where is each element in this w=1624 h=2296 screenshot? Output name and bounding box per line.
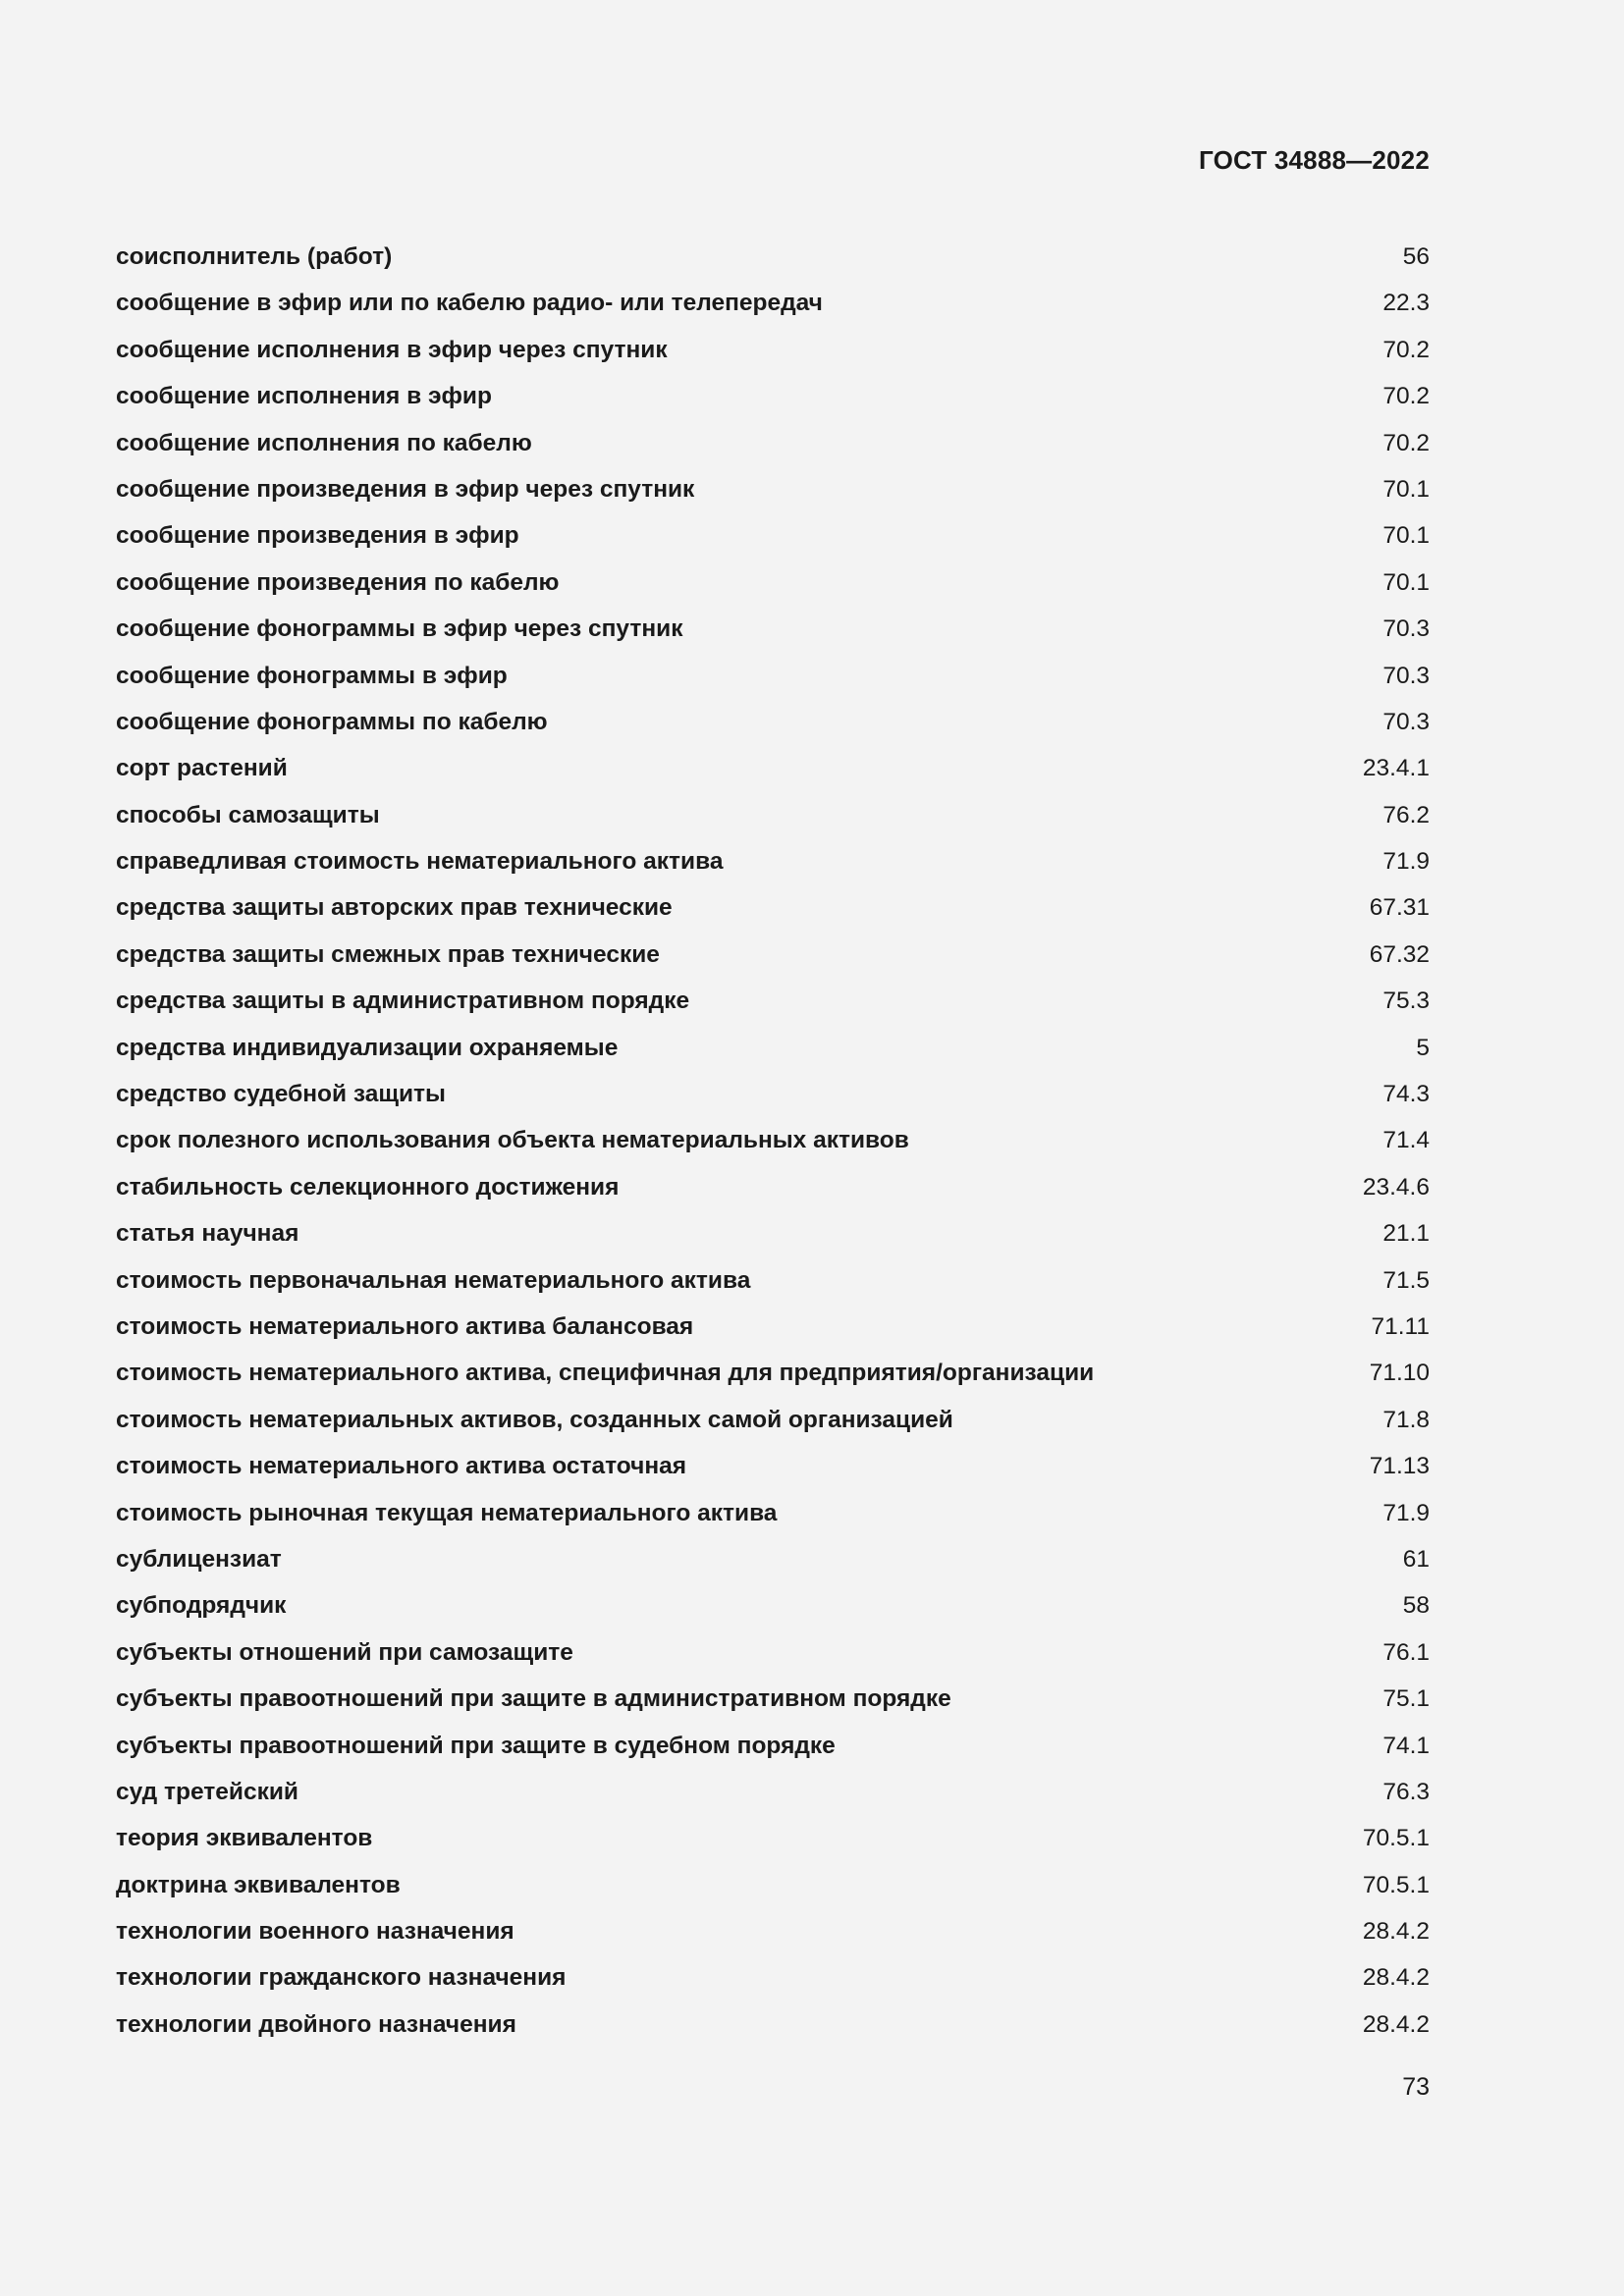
index-reference: 71.4 bbox=[1382, 1127, 1430, 1154]
index-entry bbox=[116, 1629, 1430, 1676]
index-term: сорт растений bbox=[116, 755, 288, 782]
index-reference: 28.4.2 bbox=[1362, 2010, 1430, 2038]
page-number: 73 bbox=[1402, 2073, 1430, 2101]
index-entry bbox=[116, 280, 1430, 326]
index-term: средства защиты авторских прав технические bbox=[116, 894, 673, 922]
index-reference: 76.2 bbox=[1382, 801, 1430, 828]
index-reference: 70.1 bbox=[1382, 568, 1430, 596]
index-term: срок полезного использования объекта нематериальных активов bbox=[116, 1127, 909, 1154]
index-entry bbox=[116, 1490, 1430, 1536]
index-entry bbox=[116, 653, 1430, 699]
index-reference: 28.4.2 bbox=[1362, 1918, 1430, 1946]
index-reference: 71.9 bbox=[1382, 848, 1430, 876]
index-reference: 71.10 bbox=[1369, 1360, 1430, 1387]
index-reference: 23.4.1 bbox=[1362, 755, 1430, 782]
index-entry bbox=[116, 1210, 1430, 1256]
index-entry bbox=[116, 884, 1430, 931]
index-entry bbox=[116, 466, 1430, 512]
index-reference: 58 bbox=[1402, 1592, 1430, 1620]
index-term: стоимость нематериального актива балансовая bbox=[116, 1312, 694, 1340]
index-reference: 70.5.1 bbox=[1362, 1871, 1430, 1898]
index-reference: 23.4.6 bbox=[1362, 1173, 1430, 1201]
index-reference: 74.3 bbox=[1382, 1081, 1430, 1108]
index-entry bbox=[116, 560, 1430, 606]
index-reference: 70.2 bbox=[1382, 429, 1430, 456]
index-term: сообщение исполнения по кабелю bbox=[116, 429, 532, 456]
index-term: субподрядчик bbox=[116, 1592, 287, 1620]
index-reference: 71.8 bbox=[1382, 1406, 1430, 1433]
index-term: способы самозащиты bbox=[116, 801, 380, 828]
index-term: суд третейский bbox=[116, 1778, 298, 1805]
index-reference: 70.2 bbox=[1382, 336, 1430, 363]
index-entry bbox=[116, 1117, 1430, 1163]
index-entry bbox=[116, 373, 1430, 419]
index-term: средства защиты смежных прав технические bbox=[116, 940, 660, 968]
index-entry bbox=[116, 1908, 1430, 1954]
index-reference: 70.1 bbox=[1382, 475, 1430, 503]
index-reference: 56 bbox=[1402, 243, 1430, 270]
document-header: ГОСТ 34888—2022 bbox=[1199, 145, 1430, 175]
index-term: субъекты правоотношений при защите в судебном порядке bbox=[116, 1732, 836, 1759]
index-entry bbox=[116, 1676, 1430, 1722]
index-term: стоимость нематериальных активов, созданных самой организацией bbox=[116, 1406, 953, 1433]
index-entry bbox=[116, 420, 1430, 466]
index-reference: 70.5.1 bbox=[1362, 1825, 1430, 1852]
index-term: сообщение фонограммы в эфир bbox=[116, 662, 508, 689]
index-term: сообщение произведения в эфир bbox=[116, 522, 519, 550]
index-entry bbox=[116, 1954, 1430, 2001]
index-entry bbox=[116, 978, 1430, 1024]
index-reference: 67.32 bbox=[1369, 940, 1430, 968]
term-index-list bbox=[116, 234, 1430, 2048]
index-reference: 70.3 bbox=[1382, 615, 1430, 643]
index-entry bbox=[116, 1815, 1430, 1861]
index-reference: 74.1 bbox=[1382, 1732, 1430, 1759]
index-term: сублицензиат bbox=[116, 1545, 282, 1573]
index-entry bbox=[116, 512, 1430, 559]
index-reference: 22.3 bbox=[1382, 290, 1430, 317]
index-reference: 67.31 bbox=[1369, 894, 1430, 922]
index-term: технологии военного назначения bbox=[116, 1918, 514, 1946]
index-entry bbox=[116, 1769, 1430, 1815]
index-entry bbox=[116, 838, 1430, 884]
index-entry bbox=[116, 1397, 1430, 1443]
index-term: субъекты правоотношений при защите в административном порядке bbox=[116, 1685, 951, 1713]
index-term: стабильность селекционного достижения bbox=[116, 1173, 620, 1201]
index-reference: 28.4.2 bbox=[1362, 1964, 1430, 1992]
index-term: доктрина эквивалентов bbox=[116, 1871, 401, 1898]
index-reference: 76.1 bbox=[1382, 1638, 1430, 1666]
index-reference: 75.3 bbox=[1382, 988, 1430, 1015]
index-entry bbox=[116, 745, 1430, 791]
index-reference: 21.1 bbox=[1382, 1220, 1430, 1248]
index-term: средства защиты в административном порядке bbox=[116, 988, 690, 1015]
index-term: средство судебной защиты bbox=[116, 1081, 446, 1108]
index-reference: 76.3 bbox=[1382, 1778, 1430, 1805]
index-term: сообщение фонограммы в эфир через спутник bbox=[116, 615, 683, 643]
index-term: соисполнитель (работ) bbox=[116, 243, 393, 270]
index-term: стоимость первоначальная нематериального актива bbox=[116, 1266, 751, 1294]
index-term: теория эквивалентов bbox=[116, 1825, 373, 1852]
index-term: сообщение фонограммы по кабелю bbox=[116, 708, 548, 735]
index-term: сообщение произведения в эфир через спутник bbox=[116, 475, 695, 503]
index-entry bbox=[116, 1350, 1430, 1396]
index-term: технологии двойного назначения bbox=[116, 2010, 516, 2038]
index-reference: 71.5 bbox=[1382, 1266, 1430, 1294]
index-entry bbox=[116, 2002, 1430, 2048]
index-term: сообщение в эфир или по кабелю радио- или телепередач bbox=[116, 290, 823, 317]
index-entry bbox=[116, 792, 1430, 838]
index-term: субъекты отношений при самозащите bbox=[116, 1638, 573, 1666]
index-entry bbox=[116, 1071, 1430, 1117]
index-entry bbox=[116, 327, 1430, 373]
index-term: справедливая стоимость нематериального актива bbox=[116, 848, 724, 876]
index-term: средства индивидуализации охраняемые bbox=[116, 1034, 619, 1061]
index-entry bbox=[116, 1723, 1430, 1769]
index-reference: 5 bbox=[1416, 1034, 1430, 1061]
index-term: технологии гражданского назначения bbox=[116, 1964, 567, 1992]
index-entry bbox=[116, 932, 1430, 978]
index-reference: 70.2 bbox=[1382, 383, 1430, 410]
index-entry bbox=[116, 606, 1430, 652]
index-entry bbox=[116, 1257, 1430, 1304]
index-reference: 71.11 bbox=[1371, 1312, 1430, 1340]
index-term: стоимость рыночная текущая нематериального актива bbox=[116, 1499, 778, 1526]
index-reference: 71.9 bbox=[1382, 1499, 1430, 1526]
index-term: стоимость нематериального актива остаточная bbox=[116, 1453, 687, 1480]
index-term: сообщение исполнения в эфир bbox=[116, 383, 492, 410]
index-reference: 70.3 bbox=[1382, 708, 1430, 735]
index-entry bbox=[116, 1025, 1430, 1071]
index-reference: 71.13 bbox=[1369, 1453, 1430, 1480]
index-entry bbox=[116, 1164, 1430, 1210]
index-term: статья научная bbox=[116, 1220, 299, 1248]
index-entry bbox=[116, 1443, 1430, 1489]
index-reference: 75.1 bbox=[1382, 1685, 1430, 1713]
index-term: стоимость нематериального актива, специфичная для предприятия/организации bbox=[116, 1360, 1095, 1387]
index-entry bbox=[116, 1862, 1430, 1908]
index-term: сообщение исполнения в эфир через спутник bbox=[116, 336, 668, 363]
index-entry bbox=[116, 1304, 1430, 1350]
index-entry bbox=[116, 699, 1430, 745]
index-reference: 70.3 bbox=[1382, 662, 1430, 689]
index-entry bbox=[116, 234, 1430, 280]
index-entry bbox=[116, 1536, 1430, 1582]
index-entry bbox=[116, 1582, 1430, 1629]
index-reference: 61 bbox=[1402, 1545, 1430, 1573]
index-term: сообщение произведения по кабелю bbox=[116, 568, 560, 596]
index-reference: 70.1 bbox=[1382, 522, 1430, 550]
